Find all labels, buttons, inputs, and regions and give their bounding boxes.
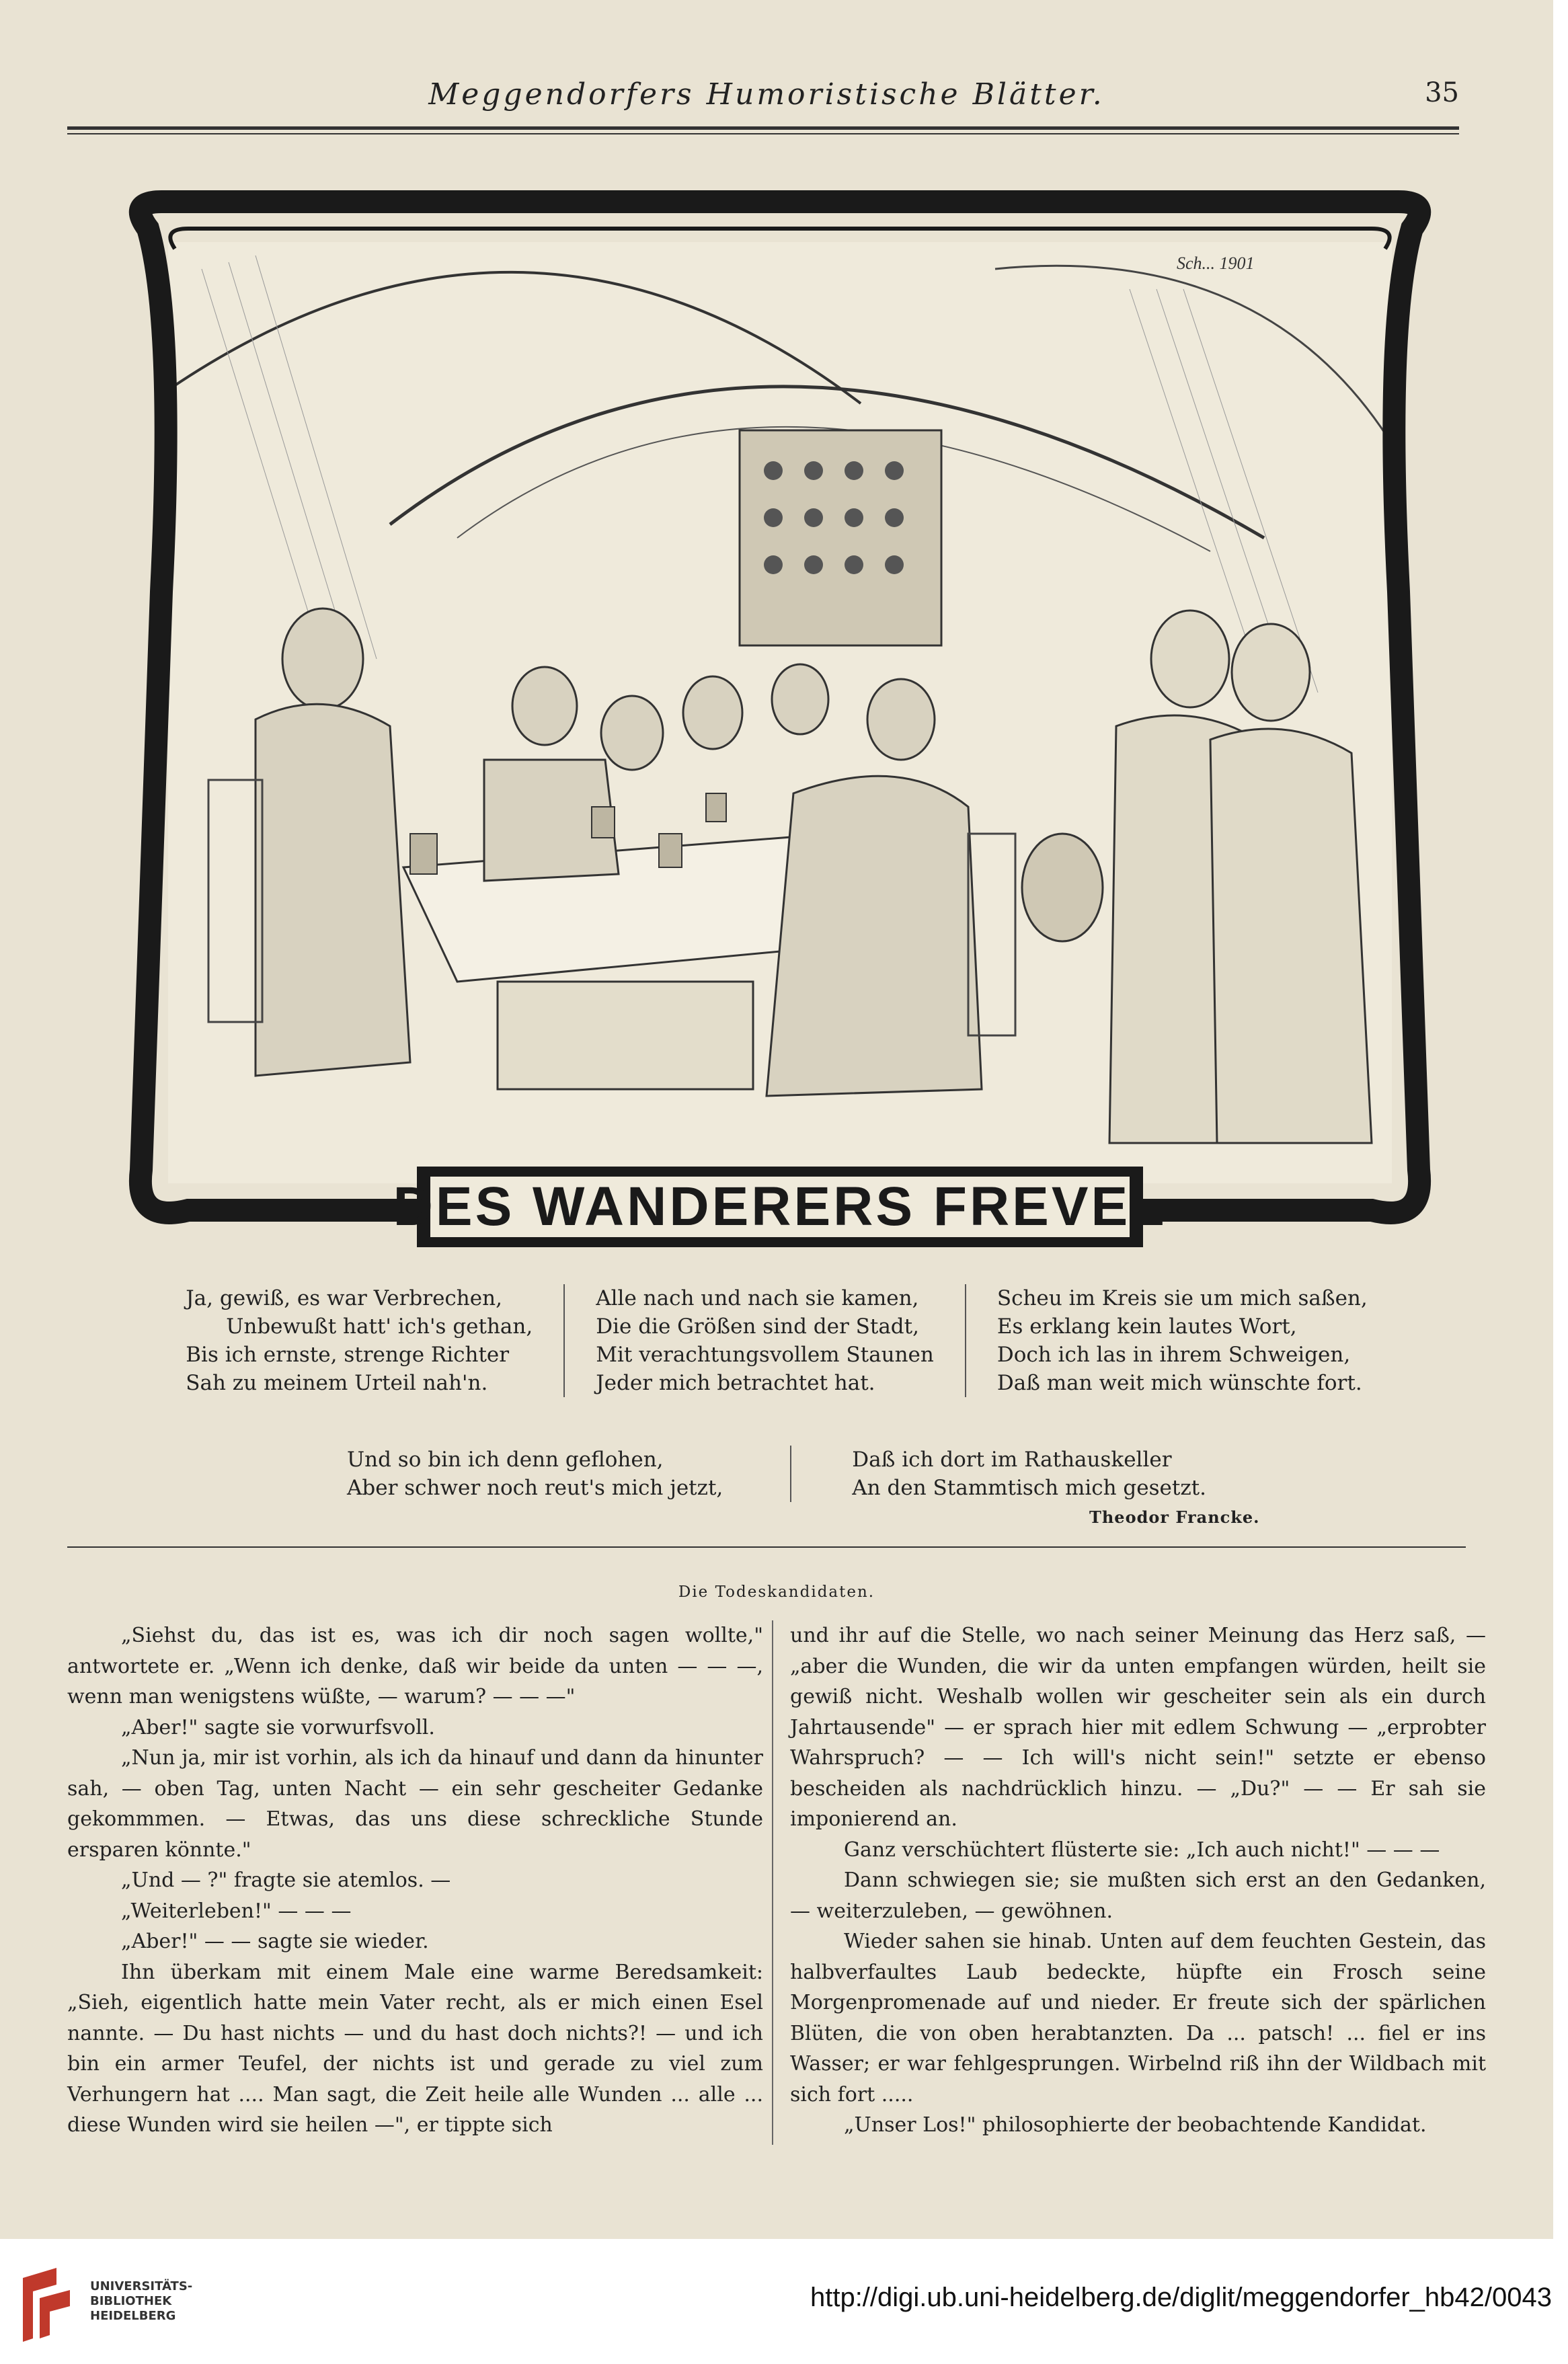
poem-author: Theodor Francke. [1089, 1507, 1260, 1527]
header-rule-thin [67, 133, 1459, 134]
poem-line: Unbewußt hatt' ich's gethan, [226, 1314, 533, 1339]
logo-line: UNIVERSITÄTS- [90, 2279, 193, 2293]
story-paragraph: Ihn überkam mit einem Male eine warme Beredsamkeit: „Sieh, eigentlich hatte mein Vater recht, als er mich einen Esel nannte. — Du hast nichts — und du hast doch nichts?! — und ich bin ein armer Teufel, der nichts ist und gerade zu viel zum Verhungern hat .... Man sagt, die Zeit heile alle Wunden ... alle ... diese Wunden wird sie heilen —", er tippte sich [67, 1960, 763, 2137]
poem-stanza [316, 1446, 790, 1502]
poem-stanza [155, 1284, 563, 1397]
poem-stanza [790, 1446, 1237, 1502]
poem-line: Daß ich dort im Rathauskeller [852, 1448, 1172, 1472]
story-paragraph: Ganz verschüchtert flüsterte sie: „Ich auch nicht!" — — — [844, 1838, 1440, 1862]
poem-line: Aber schwer noch reut's mich jetzt, [347, 1476, 723, 1500]
story-paragraph: und ihr auf die Stelle, wo nach seiner Meinung das Herz saß, — „aber die Wunden, die wir da unten empfangen würden, heilt sie gewiß nicht. Weshalb wollen wir gescheiter sein als ein durch Jahrtausende" — er sprach hier mit edlem Schwung — „erprobter Wahrspruch? — — Ich will's nicht sein!" setzte er ebenso bescheiden als nachdrücklich hinzu. — „Du?" — — Er sah sie imponierend an. [790, 1624, 1486, 1831]
column-divider [772, 1620, 773, 2145]
poem-line: Es erklang kein lautes Wort, [996, 1314, 1297, 1339]
story-column-right [790, 1620, 1486, 2141]
story-column-left [67, 1620, 763, 2141]
poem-stanza [563, 1284, 965, 1397]
poem-line: Daß man weit mich wünschte fort. [996, 1371, 1362, 1395]
illustration-title: DES WANDERERS FREVEL [393, 1176, 1167, 1237]
logo-line: HEIDELBERG [90, 2309, 176, 2323]
story-paragraph: „Nun ja, mir ist vorhin, als ich da hinauf und dann da hinunter sah, — oben Tag, unten Nacht — ein sehr gescheiter Gedanke gekommmen. — Etwas, das uns diese schreckliche Stunde ersparen könnte." [67, 1746, 763, 1862]
poem-line: Mit verachtungsvollem Staunen [596, 1343, 934, 1367]
poem-line: Sah zu meinem Urteil nah'n. [186, 1371, 488, 1395]
poem-line: Doch ich las in ihrem Schweigen, [996, 1343, 1351, 1367]
logo-text [90, 2279, 192, 2324]
story-paragraph: „Und — ?" fragte sie atemlos. — [121, 1868, 451, 1892]
story-paragraph: Dann schwiegen sie; sie mußten sich erst an den Gedanken, — weiterzuleben, — gewöhnen. [790, 1868, 1486, 1923]
poem-line: Bis ich ernste, strenge Richter [186, 1343, 510, 1367]
poem-line: Scheu im Kreis sie um mich saßen, [996, 1286, 1368, 1310]
poem-line: Die die Größen sind der Stadt, [596, 1314, 919, 1339]
poem-stanza [965, 1284, 1399, 1397]
poem-line: Alle nach und nach sie kamen, [596, 1286, 919, 1310]
poem-line: Ja, gewiß, es war Verbrechen, [186, 1286, 502, 1310]
story-paragraph: „Siehst du, das ist es, was ich dir noch sagen wollte," antwortete er. „Wenn ich denke, daß wir beide da unten — — —, wenn man wenigstens wüßte, — warum? — — —" [67, 1624, 763, 1708]
logo-line: BIBLIOTHEK [90, 2294, 172, 2308]
poem-line: Und so bin ich denn geflohen, [347, 1448, 664, 1472]
table-base [498, 982, 753, 1089]
heidelberg-logo-icon [16, 2264, 77, 2345]
magazine-title: Meggendorfers Humoristische Blätter. [428, 77, 1105, 112]
poem-top-row [0, 1284, 1553, 1397]
header-rule-thick [67, 126, 1459, 130]
story-paragraph: „Aber!" sagte sie vorwurfsvoll. [121, 1715, 435, 1739]
story-paragraph: „Unser Los!" philosophierte der beobachtende Kandidat. [844, 2113, 1427, 2137]
poem-bottom-row [0, 1446, 1553, 1502]
story-paragraph: „Aber!" — — sagte sie wieder. [121, 1930, 429, 1953]
page-number: 35 [1425, 77, 1459, 108]
artist-signature: Sch... 1901 [1177, 253, 1255, 273]
story-paragraph: „Weiterleben!" — — — [121, 1899, 352, 1923]
source-url-link[interactable]: http://digi.ub.uni-heidelberg.de/diglit/meggendorfer_hb42/0043 [810, 2283, 1552, 2312]
illustration-frame [121, 188, 1439, 1264]
page-header [74, 77, 1459, 118]
story-paragraph: Wieder sahen sie hinab. Unten auf dem feuchten Gestein, das halbverfaultes Laub bedeckte, hüpfte ein Frosch seine Morgenpromenade auf und nieder. Er freute sich der spärlichen Blüten, die von oben herabtanzten. Da ... patsch! ... fiel er ins Wasser; er war fehlgesprungen. Wirbelnd riß ihn der Wildbach mit sich fort ..... [790, 1930, 1486, 2106]
story-title: Die Todeskandidaten. [678, 1583, 875, 1601]
library-logo[interactable] [16, 2264, 218, 2352]
poem-line: Jeder mich betrachtet hat. [596, 1371, 875, 1395]
illustration [121, 188, 1439, 1264]
section-rule [67, 1546, 1466, 1548]
poem-line: An den Stammtisch mich gesetzt. [852, 1476, 1206, 1500]
